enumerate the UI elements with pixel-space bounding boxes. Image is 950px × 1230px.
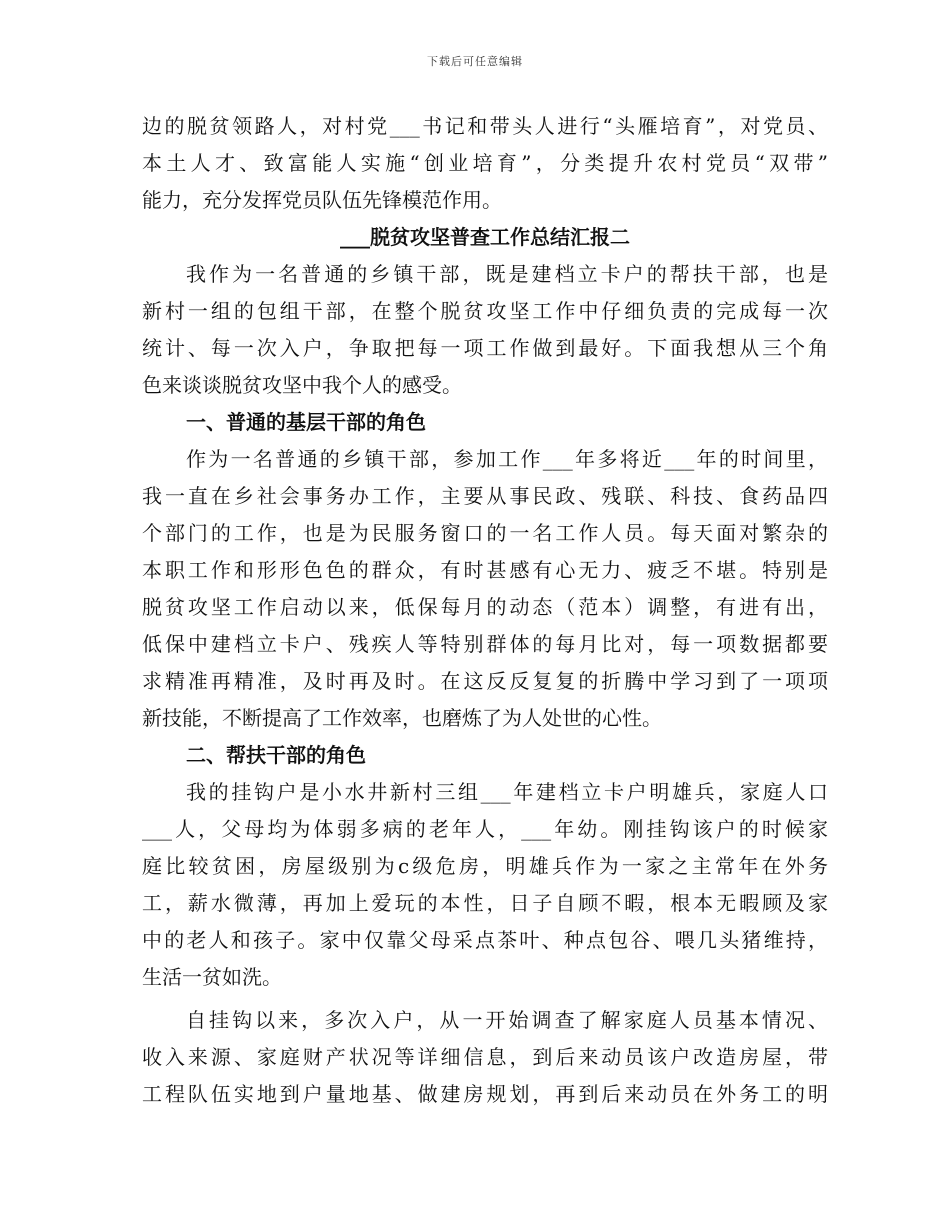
body-line: 本土人才、致富能人实施“创业培育”，分类提升农村党员“双带” [142,151,828,175]
section-title: ___脱贫攻坚普查工作总结汇报二 [340,225,630,249]
page-header: 下载后可任意编辑 [427,55,523,68]
paragraph-first-line: 自挂钩以来，多次入户，从一开始调查了解家庭人员基本情况、 [186,1008,828,1032]
body-line: ___人，父母均为体弱多病的老年人，___年幼。刚挂钩该户的时候家 [142,817,828,841]
body-line: 能力，充分发挥党员队伍先锋模范作用。 [142,188,502,212]
body-line: 工程队伍实地到户量地基、做建房规划，再到后来动员在外务工的明 [142,1082,828,1106]
body-line: 收入来源、家庭财产状况等详细信息，到后来动员该户改造房屋，带 [142,1045,828,1069]
paragraph-first-line: 作为一名普通的乡镇干部，参加工作___年多将近___年的时间里， [186,447,828,471]
paragraph-first-line: 我的挂钩户是小水井新村三组___年建档立卡户明雄兵，家庭人口 [186,780,828,804]
body-line: 求精准再精准，及时再及时。在这反反复复的折腾中学习到了一项项 [142,669,828,693]
body-line: 低保中建档立卡户、残疾人等特别群体的每月比对，每一项数据都要 [142,632,828,656]
body-line: 工，薪水微薄，再加上爱玩的本性，日子自顾不暇，根本无暇顾及家 [142,891,828,915]
body-line: 庭比较贫困，房屋级别为c级危房，明雄兵作为一家之主常年在外务 [142,854,828,878]
body-line: 生活一贫如洗。 [142,965,282,989]
body-line: 个部门的工作，也是为民服务窗口的一名工作人员。每天面对繁杂的 [142,521,828,545]
body-line: 我一直在乡社会事务办工作，主要从事民政、残联、科技、食药品四 [142,484,828,508]
body-line: 色来谈谈脱贫攻坚中我个人的感受。 [142,373,462,397]
body-line: 中的老人和孩子。家中仅靠父母采点茶叶、种点包谷、喂几头猪维持， [142,928,828,952]
document-body [142,108,828,1113]
body-line: 新技能，不断提高了工作效率，也磨炼了为人处世的心性。 [142,706,662,730]
subheading-2: 二、帮扶干部的角色 [186,743,366,767]
body-line: 新村一组的包组干部，在整个脱贫攻坚工作中仔细负责的完成每一次 [142,299,828,323]
body-line: 边的脱贫领路人，对村党___书记和带头人进行“头雁培育”，对党员、 [142,114,828,138]
body-line: 脱贫攻坚工作启动以来，低保每月的动态（范本）调整，有进有出， [142,595,828,619]
body-line: 统计、每一次入户，争取把每一项工作做到最好。下面我想从三个角 [142,336,828,360]
subheading-1: 一、普通的基层干部的角色 [186,410,426,434]
paragraph-first-line: 我作为一名普通的乡镇干部，既是建档立卡户的帮扶干部，也是 [186,262,828,286]
body-line: 本职工作和形形色色的群众，有时甚感有心无力、疲乏不堪。特别是 [142,558,828,582]
